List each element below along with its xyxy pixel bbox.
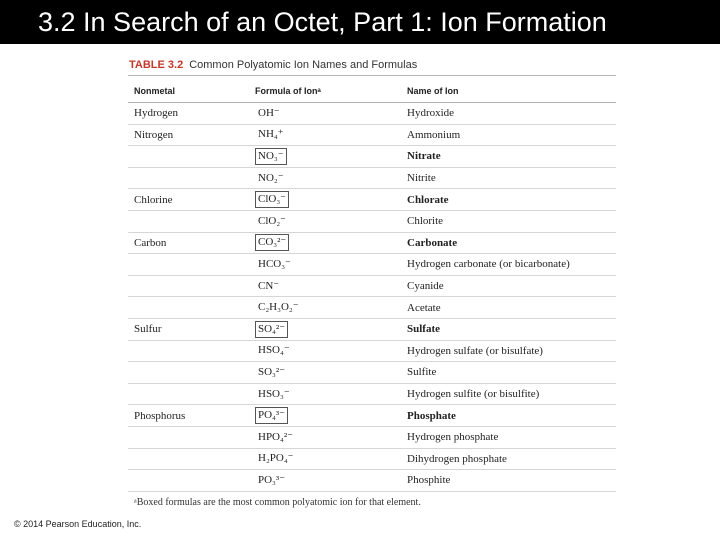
formula: PO₃³⁻ (258, 473, 286, 486)
table-caption-text: Common Polyatomic Ion Names and Formulas (189, 59, 418, 71)
formula-cell (249, 210, 401, 232)
formula-cell (249, 124, 401, 146)
formula-cell (249, 232, 401, 254)
formula: NH₄⁺ (258, 128, 284, 141)
header-nonmetal: Nonmetal (128, 80, 249, 103)
slide-title: 3.2 In Search of an Octet, Part 1: Ion Formation (38, 7, 607, 37)
ion-table-body (128, 103, 616, 492)
formula-cell (249, 362, 401, 384)
table-footnote: ᵃBoxed formulas are the most common polyatomic ion for that element. (134, 497, 421, 508)
ion-name-cell: Nitrate (401, 146, 616, 168)
formula-cell (249, 167, 401, 189)
formula-cell (249, 405, 401, 427)
ion-name-cell: Phosphate (401, 405, 616, 427)
formula-cell (249, 254, 401, 276)
table-row (128, 146, 616, 168)
formula-cell (249, 448, 401, 470)
ion-name-cell: Dihydrogen phosphate (401, 448, 616, 470)
formula-cell (249, 275, 401, 297)
nonmetal-cell (128, 340, 249, 362)
formula-cell (249, 189, 401, 211)
boxed-formula: PO₄³⁻ (255, 407, 288, 424)
table-row (128, 318, 616, 340)
table-row (128, 124, 616, 146)
table-row (128, 405, 616, 427)
ion-name-cell: Acetate (401, 297, 616, 319)
table-row (128, 383, 616, 405)
nonmetal-cell (128, 470, 249, 492)
ion-name-cell: Sulfate (401, 318, 616, 340)
table-row (128, 210, 616, 232)
ion-name-cell: Hydrogen sulfite (or bisulfite) (401, 383, 616, 405)
ion-name-cell: Hydroxide (401, 103, 616, 125)
table-row (128, 232, 616, 254)
formula: H₂PO₄⁻ (258, 452, 294, 465)
formula-cell (249, 318, 401, 340)
ion-name-cell: Hydrogen carbonate (or bicarbonate) (401, 254, 616, 276)
ion-name-cell: Carbonate (401, 232, 616, 254)
formula: HSO₃⁻ (258, 387, 290, 400)
nonmetal-cell (128, 362, 249, 384)
table-row (128, 167, 616, 189)
ion-table (128, 80, 616, 492)
table-header-row (128, 80, 616, 103)
formula-cell (249, 103, 401, 125)
table-row (128, 448, 616, 470)
formula: ClO₂⁻ (258, 214, 286, 227)
nonmetal-cell (128, 448, 249, 470)
formula-cell (249, 383, 401, 405)
table-row (128, 297, 616, 319)
nonmetal-cell: Carbon (128, 232, 249, 254)
table-label: TABLE 3.2 (129, 59, 184, 71)
header-name: Name of Ion (401, 80, 616, 103)
nonmetal-cell: Chlorine (128, 189, 249, 211)
formula: CN⁻ (258, 279, 280, 292)
caption-divider (128, 75, 616, 76)
nonmetal-cell: Phosphorus (128, 405, 249, 427)
copyright-notice: © 2014 Pearson Education, Inc. (14, 519, 142, 529)
ion-name-cell: Hydrogen sulfate (or bisulfate) (401, 340, 616, 362)
ion-name-cell: Chlorite (401, 210, 616, 232)
boxed-formula: CO₃²⁻ (255, 234, 289, 251)
formula: SO₃²⁻ (258, 365, 286, 378)
formula: HCO₃⁻ (258, 257, 291, 270)
formula: OH⁻ (258, 106, 280, 119)
table-row (128, 426, 616, 448)
table-row (128, 189, 616, 211)
formula: C₂H₃O₂⁻ (258, 301, 299, 314)
boxed-formula: NO₃⁻ (255, 148, 287, 165)
header-formula: Formula of Ionᵃ (249, 80, 401, 103)
boxed-formula: SO₄²⁻ (255, 321, 288, 338)
formula: HPO₄²⁻ (258, 430, 293, 443)
table-row (128, 275, 616, 297)
nonmetal-cell (128, 210, 249, 232)
nonmetal-cell: Hydrogen (128, 103, 249, 125)
table-row (128, 103, 616, 125)
ion-name-cell: Hydrogen phosphate (401, 426, 616, 448)
table-row (128, 254, 616, 276)
ion-name-cell: Nitrite (401, 167, 616, 189)
boxed-formula: ClO₃⁻ (255, 191, 289, 208)
nonmetal-cell (128, 426, 249, 448)
nonmetal-cell: Nitrogen (128, 124, 249, 146)
table-row (128, 470, 616, 492)
title-bar (0, 0, 720, 44)
formula-cell (249, 470, 401, 492)
formula-cell (249, 426, 401, 448)
ion-name-cell: Ammonium (401, 124, 616, 146)
ion-name-cell: Chlorate (401, 189, 616, 211)
nonmetal-cell (128, 275, 249, 297)
formula-cell (249, 340, 401, 362)
nonmetal-cell (128, 254, 249, 276)
formula-cell (249, 146, 401, 168)
formula-cell (249, 297, 401, 319)
nonmetal-cell (128, 383, 249, 405)
table-row (128, 362, 616, 384)
table-caption (129, 59, 417, 71)
nonmetal-cell (128, 146, 249, 168)
ion-name-cell: Cyanide (401, 275, 616, 297)
formula: HSO₄⁻ (258, 344, 290, 357)
nonmetal-cell (128, 167, 249, 189)
formula: NO₂⁻ (258, 171, 284, 184)
table-row (128, 340, 616, 362)
nonmetal-cell (128, 297, 249, 319)
nonmetal-cell: Sulfur (128, 318, 249, 340)
ion-name-cell: Sulfite (401, 362, 616, 384)
ion-name-cell: Phosphite (401, 470, 616, 492)
